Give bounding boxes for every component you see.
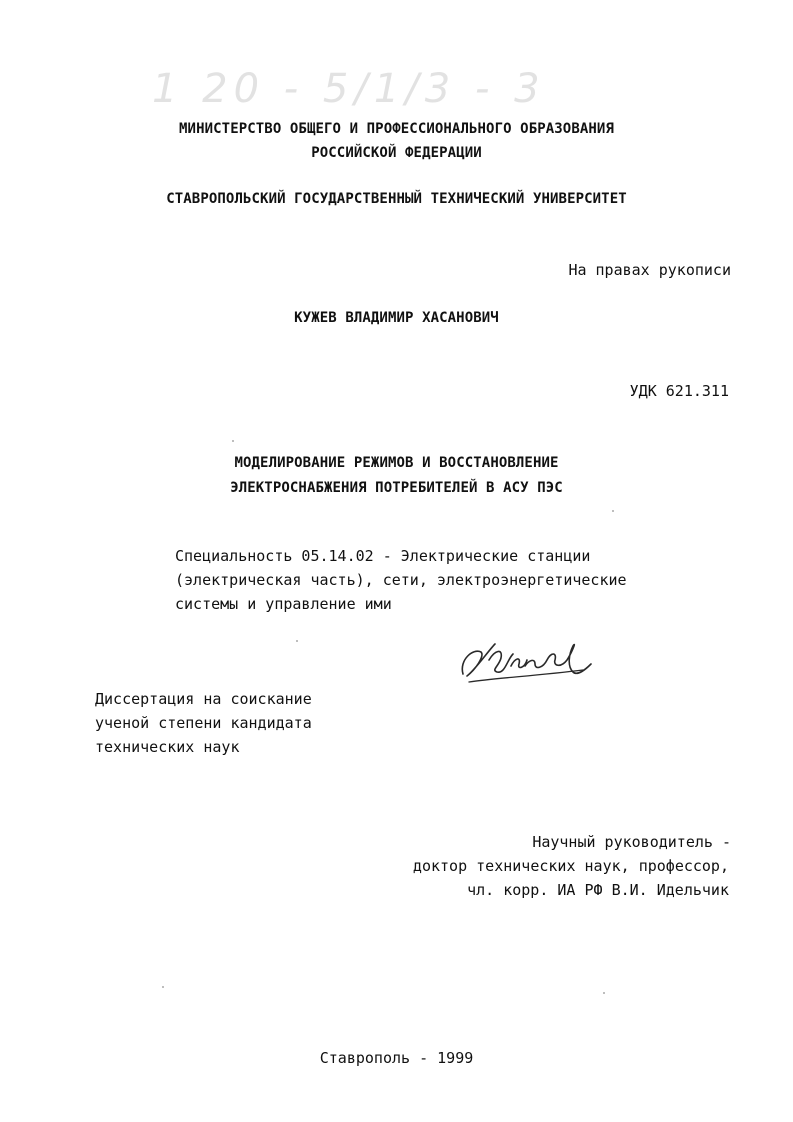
- dissertation-line-1: Диссертация на соискание: [95, 690, 312, 708]
- manuscript-note: На правах рукописи: [568, 261, 731, 279]
- scan-speck: [232, 440, 234, 442]
- ministry-line-1: МИНИСТЕРСТВО ОБЩЕГО И ПРОФЕССИОНАЛЬНОГО ОБРАЗОВАНИЯ: [179, 121, 614, 137]
- city-year: Ставрополь - 1999: [319, 1049, 474, 1067]
- university-name: СТАВРОПОЛЬСКИЙ ГОСУДАРСТВЕННЫЙ ТЕХНИЧЕСКИЙ УНИВЕРСИТЕТ: [166, 191, 627, 207]
- dissertation-line-2: ученой степени кандидата: [95, 714, 312, 732]
- supervisor-line-1: Научный руководитель -: [532, 833, 731, 851]
- author-name: КУЖЕВ ВЛАДИМИР ХАСАНОВИЧ: [294, 310, 499, 326]
- signature-icon: [455, 630, 595, 690]
- supervisor-line-3: чл. корр. ИА РФ В.И. Идельчик: [467, 881, 729, 899]
- ministry-line-2: РОССИЙСКОЙ ФЕДЕРАЦИИ: [311, 145, 482, 161]
- scan-speck: [603, 992, 605, 994]
- title-line-1: МОДЕЛИРОВАНИЕ РЕЖИМОВ И ВОССТАНОВЛЕНИЕ: [234, 455, 559, 471]
- udk-code: УДК 621.311: [629, 382, 729, 400]
- supervisor-line-2: доктор технических наук, профессор,: [412, 857, 729, 875]
- scan-speck: [162, 986, 164, 988]
- specialty-line-2: (электрическая часть), сети, электроэнергетические: [175, 571, 627, 589]
- archive-stamp: 1 20 - 5/1/3 - 3: [152, 66, 546, 112]
- scan-speck: [612, 510, 614, 512]
- specialty-line-3: системы и управление ими: [175, 595, 392, 613]
- dissertation-line-3: технических наук: [95, 738, 240, 756]
- scan-speck: [296, 640, 298, 642]
- specialty-line-1: Специальность 05.14.02 - Электрические станции: [175, 547, 591, 565]
- title-line-2: ЭЛЕКТРОСНАБЖЕНИЯ ПОТРЕБИТЕЛЕЙ В АСУ ПЭС: [230, 480, 563, 496]
